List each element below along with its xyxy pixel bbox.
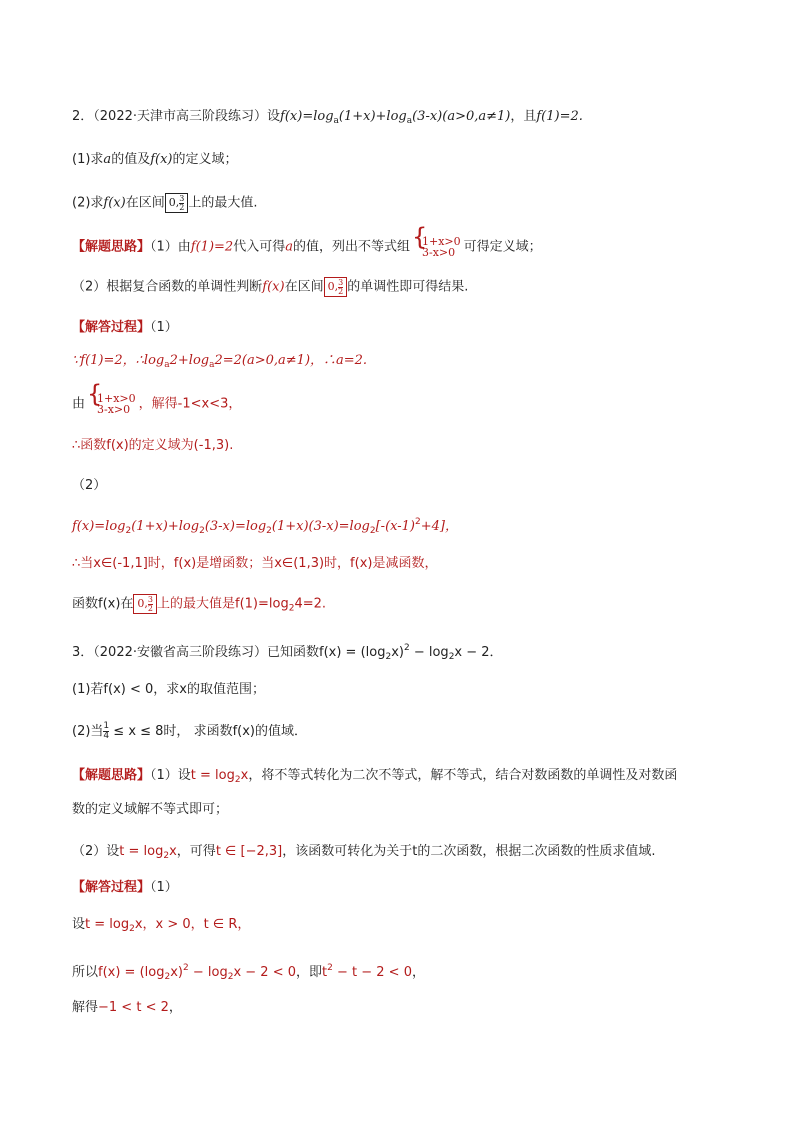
problem-3-question-2: (2)当 $\frac{1}{4}$ ≤ x ≤ 8时， 求函数f(x)的值域． (72, 721, 307, 741)
problem-2-question-1: (1)求a的值及f(x)的定义域； (72, 152, 238, 167)
interval-0-3-2: 0, $\frac{3}{2}$ (165, 193, 189, 213)
inequality-system: { 1+x>0 3-x>0 (413, 236, 461, 258)
problem-2-solution-line-6: 函数f(x)在 0, $\frac{3}{2}$ 上的最大值是$f(1)=\log_24=2$. (72, 594, 327, 614)
problem-2-question-2: (2)求f(x)在区间 0, $\frac{3}{2}$ 上的最大值. (72, 193, 258, 212)
problem-3-solution-line-2: 所以$f(x) = (\log_2x)^2 - \log_2x - 2 < 0$，即$t^2 - t - 2 < 0$， (72, 963, 425, 982)
problem-2-solution-line-5: ∴当x∈(-1,1]时，f(x)是增函数；当x∈(1,3)时，f(x)是减函数， (72, 556, 438, 571)
inequality-system: { 1+x>0 3-x>0 (88, 393, 136, 415)
interval-0-3-2: 0, $\frac{3}{2}$ (324, 277, 348, 297)
problem-2-thinking-1: 【解题思路】（1）由f(1)=2代入可得a的值，列出不等式组 { 1+x>0 3-x>0 可得定义域； (72, 236, 734, 256)
problem-3-question-1: (1)若f(x) < 0，求x的取值范围； (72, 682, 265, 697)
problem-3-thinking-2: （2）设$t = \log_2x$，可得t ∈ [−2,3]，该函数可转化为关于t的二次函数，根据二次函数的性质求值域. (72, 844, 656, 861)
problem-3-solution-line-3: 解得−1 < t < 2， (72, 1000, 182, 1015)
problem-2-solution-heading: 【解答过程】（1） (72, 320, 178, 335)
problem-2-solution-line-4: $f(x)=\log_2(1+x)+\log_2(3-x)=\log_2(1+x)(3-x)=\log_2[-(x-1)^2+4]$， (72, 517, 458, 536)
problem-3-stem: 3．（2022·安徽省高三阶段练习）已知函数$f(x) = (\log_2x)^2 - \log_2x - 2$． (72, 643, 503, 662)
problem-3-solution-heading: 【解答过程】（1） (72, 880, 178, 895)
problem-2-thinking-2: （2）根据复合函数的单调性判断f(x)在区间 0, $\frac{3}{2}$ 的单调性即可得结果. (72, 277, 469, 296)
interval-0-3-2: 0, $\frac{3}{2}$ (133, 594, 157, 614)
problem-3-thinking-1-cont: 数的定义域解不等式即可； (72, 802, 229, 817)
problem-2-solution-line-2: 由 { 1+x>0 3-x>0 ，解得-1<x<3， (72, 393, 734, 413)
problem-2-solution-part-2: （2） (72, 478, 107, 493)
problem-3-solution-line-1: 设$t = \log_2x$，x > 0，t ∈ R， (72, 917, 251, 934)
problem-2-solution-line-3: ∴函数f(x)的定义域为(-1,3). (72, 438, 234, 453)
problem-3-thinking-1: 【解题思路】（1）设$t = \log_2x$，将不等式转化为二次不等式，解不等式，结合对数函数的单调性及对数函 (72, 768, 678, 785)
problem-2-solution-line-1: ∵f(1)=2，$\therefore\log_a2+\log_a2=2(a>0,a\ne 1)$，∴a=2. (72, 353, 368, 370)
problem-2-stem: 2．（2022·天津市高三阶段练习）设$f(x)=\log_a(1+x)+\log_a(3-x)(a>0,a\ne 1)$，且f(1)=2. (72, 109, 583, 126)
